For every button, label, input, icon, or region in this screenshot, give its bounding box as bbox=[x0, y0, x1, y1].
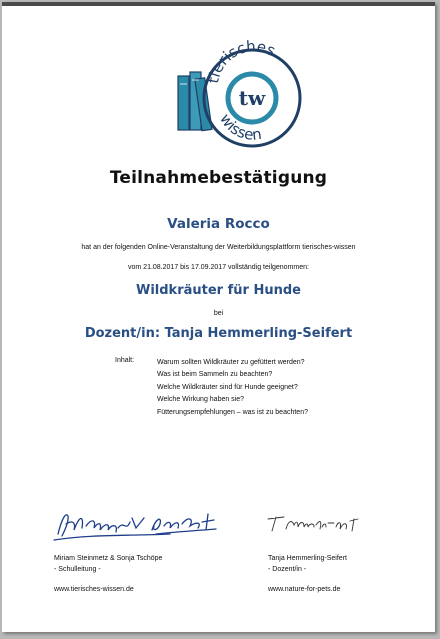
content-label: Inhalt: bbox=[115, 357, 135, 364]
school-management-role: - Schulleitung - bbox=[54, 565, 101, 573]
bei-label: bei bbox=[213, 310, 224, 317]
list-item: Fütterungsempfehlungen – was ist zu beachten? bbox=[157, 408, 308, 416]
logo-monogram: tw bbox=[238, 86, 266, 110]
tierisches-wissen-logo bbox=[160, 32, 310, 154]
list-item: Welche Wildkräuter sind für Hunde geeignet? bbox=[157, 383, 298, 391]
signature-left bbox=[52, 504, 222, 544]
logo-text-top: tierisches bbox=[204, 37, 279, 85]
school-management-names: Miriam Steinmetz & Sonja Tschöpe bbox=[54, 555, 163, 562]
footer-left bbox=[54, 554, 162, 596]
content-list bbox=[157, 357, 308, 419]
certificate-title: Teilnahmebestätigung bbox=[109, 168, 328, 188]
list-item: Warum sollten Wildkräuter zu gefüttert werden? bbox=[157, 359, 305, 366]
lecturer-line: Dozent/in: Tanja Hemmerling-Seifert bbox=[84, 326, 353, 341]
website-link-right[interactable]: www.nature-for-pets.de bbox=[268, 586, 341, 593]
list-item: Was ist beim Sammeln zu beachten? bbox=[157, 371, 273, 379]
footer-right bbox=[268, 554, 347, 596]
certificate-page bbox=[2, 2, 435, 632]
list-item: Welche Wirkung haben sie? bbox=[157, 396, 245, 404]
lecturer-role: - Dozent/in - bbox=[268, 565, 307, 573]
website-link-left[interactable]: www.tierisches-wissen.de bbox=[54, 586, 134, 593]
participant-name: Valeria Rocco bbox=[167, 216, 270, 232]
lecturer-name: Tanja Hemmerling-Seifert bbox=[268, 555, 347, 562]
course-title: Wildkräuter für Hunde bbox=[136, 283, 301, 298]
participation-dates: vom 21.08.2017 bis 17.09.2017 vollständig teilgenommen: bbox=[128, 264, 309, 271]
logo-text-bottom: wissen bbox=[216, 110, 263, 144]
signature-right bbox=[264, 511, 364, 539]
participation-statement: hat an der folgenden Online-Veranstaltung der Weiterbildungsplattform tierisches-wissen bbox=[81, 244, 356, 251]
